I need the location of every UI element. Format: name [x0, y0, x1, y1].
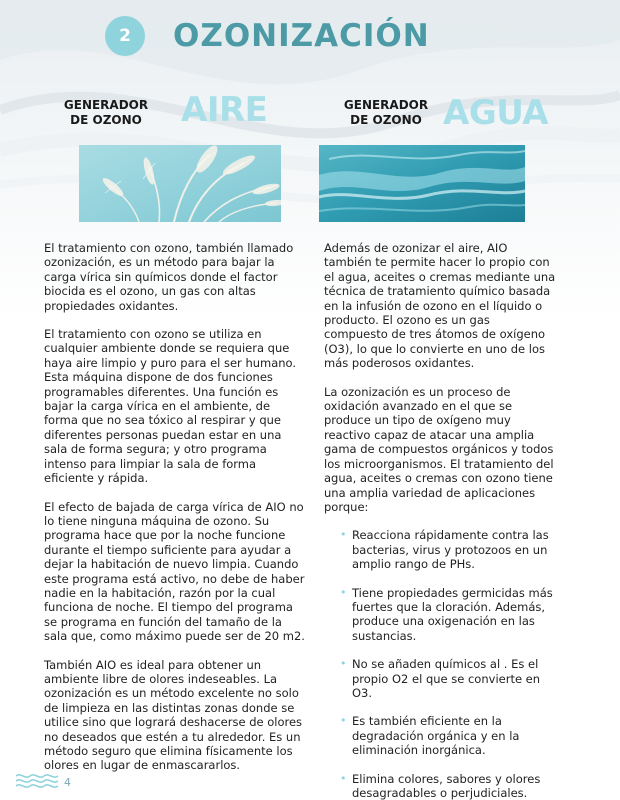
- air-label-line1: GENERADOR: [63, 98, 149, 112]
- air-paragraph: El tratamiento con ozono se utiliza en cualquier ambiente donde se requiera que haya aire limpio y puro para el ser humano. Esta máquina dispone de dos funciones programables diferentes. Una función es bajar la carga vírica en el ambiente, de forma que no sea tóxico al respirar y que diferentes personas puedan estar en una sala de forma segura; y otro programa intenso para limpiar la sala de forma eficiente y rápida.: [44, 327, 297, 486]
- list-item: [340, 772, 556, 800]
- water-label-line2: DE OZONO: [350, 113, 422, 127]
- list-item-text: No se añaden químicos al . Es el propio O2 el que se convierte en O3.: [352, 657, 541, 700]
- section-number-badge: 2: [105, 16, 145, 56]
- air-paragraph: El efecto de bajada de carga vírica de AIO no lo tiene ninguna máquina de ozono. Su programa hace que por la noche funcione durante el tiempo suficiente para ayudar a dejar la habitación de nuevo limpia. Cuando este programa está activo, no debe de haber nadie en la habitación, razón por la cual funciona de noche. El tiempo del programa se programa en función del tamaño de la sala que, como máximo puede ser de 20 m2.: [44, 499, 305, 644]
- water-paragraph: Además de ozonizar el aire, AIO también te permite hacer lo propio con el agua, aceites o cremas mediante una técnica de tratamiento químico basada en la infusión de ozono en el líquido o producto. El ozono es un gas compuesto de tres átomos de oxígeno (O3), lo que lo convierte en uno de los más poderosos oxidantes.: [324, 241, 556, 371]
- bullet-icon: •: [340, 714, 347, 728]
- water-big-word: AGUA: [443, 93, 549, 133]
- page-header: [105, 14, 430, 58]
- page-number: 4: [64, 776, 71, 789]
- air-paragraph: También AIO es ideal para obtener un ambiente libre de olores indeseables. La ozonización es un método excelente no solo de limpieza en las distintas zonas donde se utilice sino que logrará deshacerse de olores no deseados que estén a tu alrededor. Es un método seguro que elimina físicamente los olores en lugar de enmascararlos.: [44, 657, 303, 773]
- water-label-line1: GENERADOR: [343, 98, 429, 112]
- list-item: [340, 586, 556, 644]
- footer-wave-icon: [16, 772, 60, 788]
- list-item-text: Tiene propiedades germicidas más fuertes que la cloración. Además, produce una oxigenación en las sustancias.: [352, 585, 553, 643]
- list-item-text: Elimina colores, sabores y olores desagradables o perjudiciales.: [352, 771, 541, 800]
- water-generator-label: [338, 98, 434, 128]
- water-paragraph: La ozonización es un proceso de oxidación avanzado en el que se produce un tipo de oxígeno muy reactivo capaz de atacar una amplia gama de compuestos orgánicos y todos los microorganismos. El tratamiento del agua, aceites o cremas con ozono tiene una amplia variedad de aplicaciones porque:: [324, 384, 554, 514]
- water-column-text: [324, 241, 556, 800]
- air-paragraph: El tratamiento con ozono, también llamado ozonización, es un método para bajar la carga vírica sin químicos donde el factor biocida es el ozono, un gas con altas propiedades oxidantes.: [44, 241, 294, 313]
- air-label-line2: DE OZONO: [70, 113, 142, 127]
- bullet-icon: •: [340, 585, 347, 599]
- air-big-word: AIRE: [181, 90, 268, 130]
- list-item: [340, 528, 556, 571]
- air-column-text: [44, 241, 306, 787]
- air-photo-pampas-grass: [79, 145, 281, 222]
- bullet-icon: •: [340, 657, 347, 671]
- page-title: OZONIZACIÓN: [173, 18, 430, 54]
- list-item-text: Reacciona rápidamente contra las bacterias, virus y protozoos en un amplio rango de PHs.: [352, 528, 549, 572]
- list-item: [340, 714, 556, 757]
- water-photo-waves: [319, 145, 525, 222]
- list-item: [340, 657, 556, 700]
- bullet-icon: •: [340, 771, 347, 785]
- water-benefits-list: [340, 528, 556, 800]
- list-item-text: Es también eficiente en la degradación orgánica y en la eliminación inorgánica.: [352, 714, 520, 758]
- bullet-icon: •: [340, 528, 347, 542]
- air-generator-label: [58, 98, 154, 128]
